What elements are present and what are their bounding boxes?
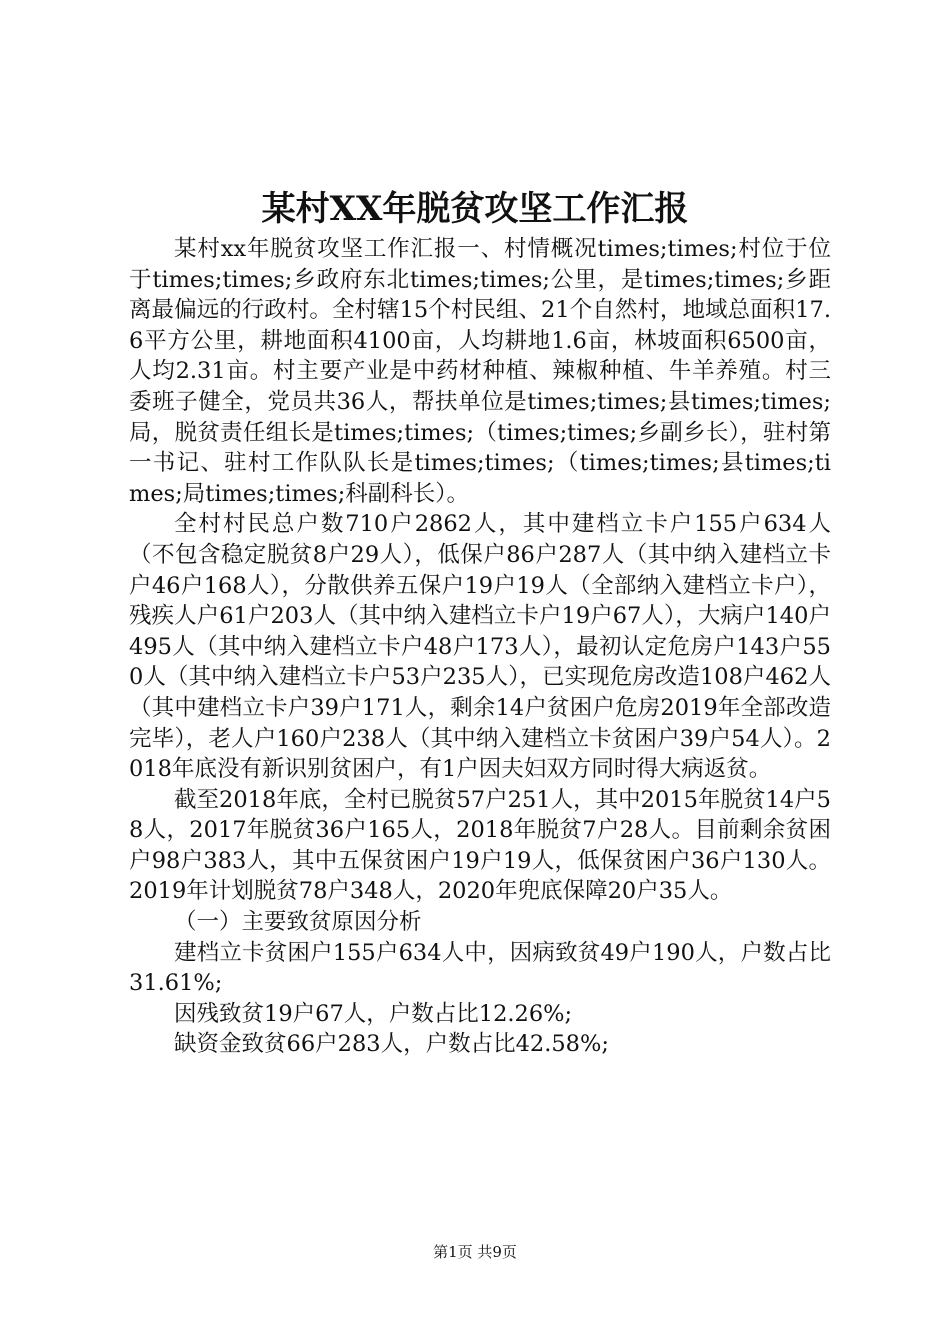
section-heading-poverty-causes: （一）主要致贫原因分析 — [174, 909, 422, 936]
page-number-footer: 第1页 共9页 — [433, 1243, 517, 1261]
paragraph-village-overview: 某村xx年脱贫攻坚工作汇报一、村情概况times;times;村位于位于times;times;乡政府东北times;times;公里，是times;times;乡距离最偏远的行政村。全村辖15个村民组、21个自然村，地域总面积17.6平方公里，耕地面积4100亩，人均耕地1.6亩，林坡面积6500亩，人均2.31亩。村主要产业是中药材种植、辣椒种植、牛羊养殖。村三委班子健全，党员共36人，帮扶单位是times;times;县times;times;局，脱贫责任组长是times;times;（times;times;乡副乡长），驻村第一书记、驻村工作队队长是times;times;（times;times;县times;times;局times;times;科副科长）。 — [129, 236, 831, 507]
document-body — [129, 234, 831, 1060]
paragraph-disability-cause: 因残致贫19户67人，户数占比12.26%; — [174, 1000, 573, 1027]
paragraph-capital-cause: 缺资金致贫66户283人，户数占比42.58%; — [174, 1031, 609, 1058]
paragraph-illness-cause: 建档立卡贫困户155户634人中，因病致贫49户190人，户数占比31.61%; — [129, 939, 831, 997]
paragraph-poverty-alleviation-progress: 截至2018年底，全村已脱贫57户251人，其中2015年脱贫14户58人，2017年脱贫36户165人，2018年脱贫7户28人。目前剩余贫困户98户383人，其中五保贫困户19户19人，低保贫困户36户130人。2019年计划脱贫78户348人，2020年兜底保障20户35人。 — [129, 786, 831, 905]
document-title: 某村XX年脱贫攻坚工作汇报 — [261, 189, 689, 229]
paragraph-household-statistics: 全村村民总户数710户2862人，其中建档立卡户155户634人（不包含稳定脱贫8户29人），低保户86户287人（其中纳入建档立卡户46户168人），分散供养五保户19户19人（全部纳入建档立卡户），残疾人户61户203人（其中纳入建档立卡户19户67人），大病户140户495人（其中纳入建档立卡户48户173人），最初认定危房户143户550人（其中纳入建档立卡户53户235人），已实现危房改造108户462人（其中建档立卡户39户171人，剩余14户贫困户危房2019年全部改造完毕），老人户160户238人（其中纳入建档立卡贫困户39户54人）。2018年底没有新识别贫困户，有1户因夫妇双方同时得大病返贫。 — [129, 511, 831, 783]
